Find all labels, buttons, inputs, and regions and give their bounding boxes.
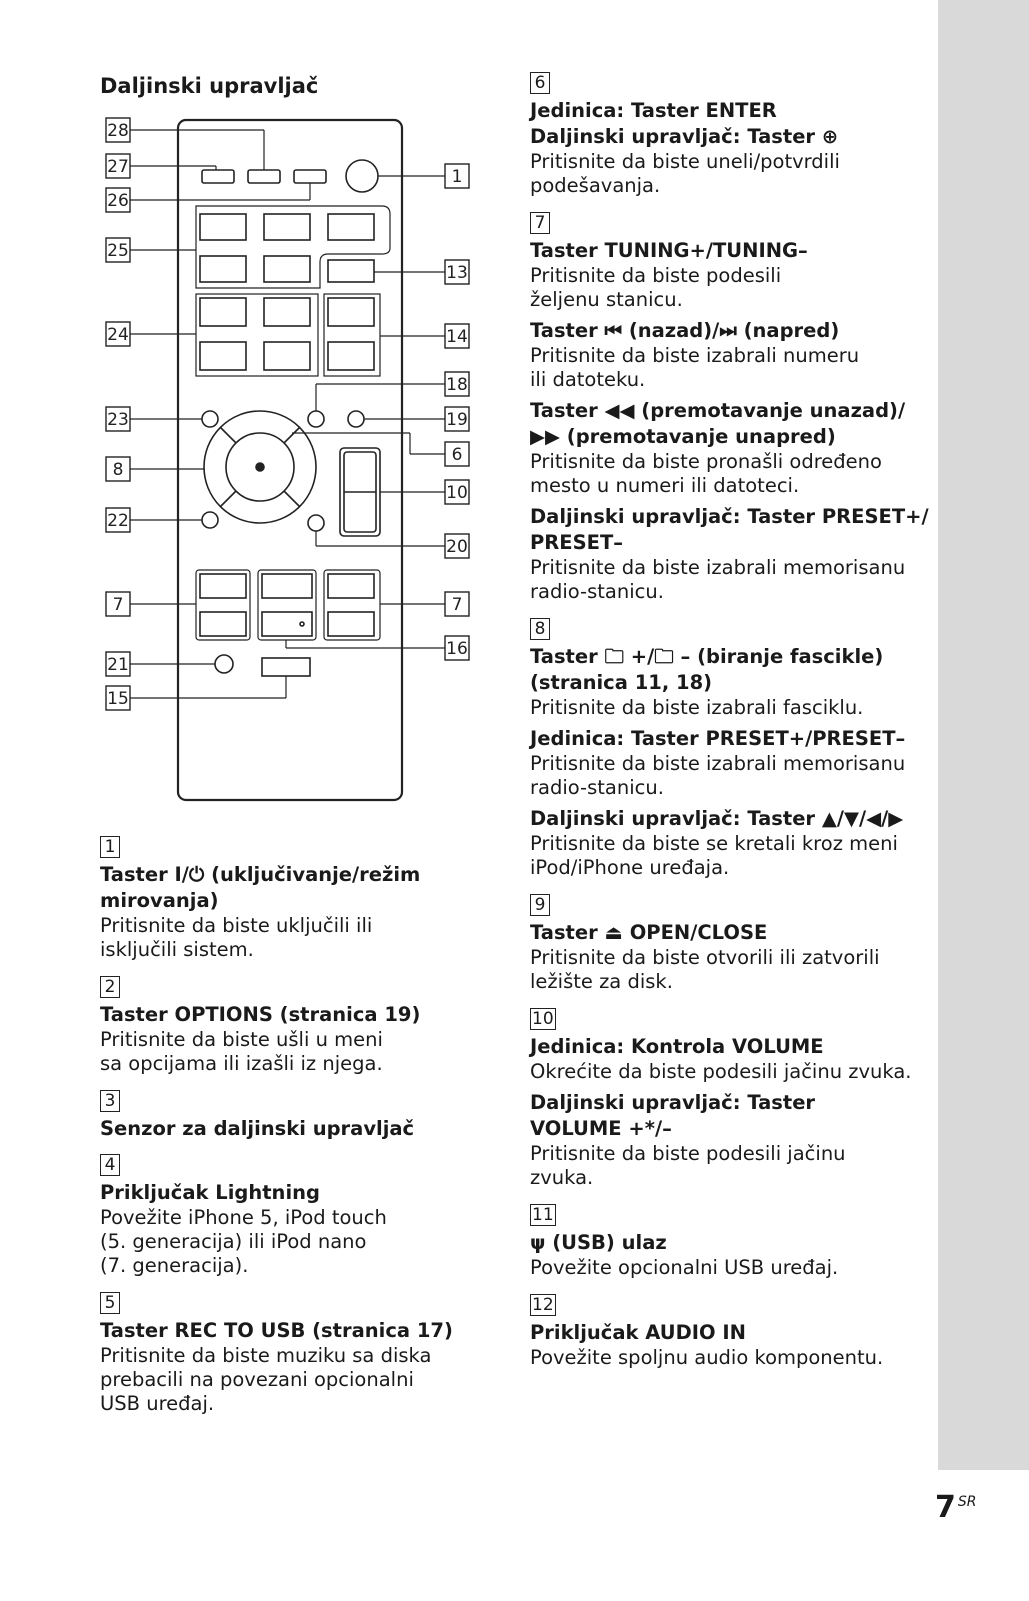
entry-title: Daljinski upravljač: Taster ⊕ xyxy=(530,125,839,148)
callout-26: 26 xyxy=(107,191,129,211)
entry-title: Daljinski upravljač: Taster VOLUME +*/– xyxy=(530,1091,816,1140)
left-entries xyxy=(100,828,460,1422)
entry-number: 3 xyxy=(100,1090,120,1112)
entry-description: Pritisnite da biste izabrali memorisanu radio-stanicu. xyxy=(530,556,906,603)
callout-27: 27 xyxy=(107,157,129,177)
callout-18: 18 xyxy=(446,375,468,395)
callout-21: 21 xyxy=(107,655,129,675)
entry-description: Okrećite da biste podesili jačinu zvuka. xyxy=(530,1060,912,1083)
entry-title: Taster ⏮ (nazad)/⏭ (napred) xyxy=(530,319,840,342)
entry-title: Taster OPTIONS (stranica 19) xyxy=(100,1003,421,1026)
callout-labels xyxy=(106,118,469,710)
callout-24: 24 xyxy=(107,325,129,345)
entry-group xyxy=(530,64,930,198)
callout-16: 16 xyxy=(446,639,468,659)
entry-number: 6 xyxy=(530,72,550,94)
entry-title: Senzor za daljinski upravljač xyxy=(100,1117,415,1140)
page-number-value: 7 xyxy=(935,1490,956,1525)
entry-description: Pritisnite da biste izabrali numeru ili datoteku. xyxy=(530,344,860,391)
entry-item xyxy=(100,1284,460,1416)
entry-group xyxy=(530,886,930,994)
entry-title: Taster REC TO USB (stranica 17) xyxy=(100,1319,453,1342)
entry-title: Taster ⏏ OPEN/CLOSE xyxy=(530,921,768,944)
entry-description: Pritisnite da biste izabrali fasciklu. xyxy=(530,696,864,719)
entry-item xyxy=(100,828,460,962)
entry-description: Pritisnite da biste uključili ili isključili sistem. xyxy=(100,914,373,961)
entry-number: 9 xyxy=(530,894,550,916)
entry-description: Pritisnite da biste ušli u meni sa opcijama ili izašli iz njega. xyxy=(100,1028,383,1075)
left-column xyxy=(100,72,460,100)
entry-item xyxy=(100,1082,460,1146)
entry-description: Pritisnite da biste se kretali kroz meni iPod/iPhone uređaja. xyxy=(530,832,898,879)
entry-group xyxy=(530,1286,930,1370)
side-margin-bar xyxy=(938,0,1029,1470)
entry-number: 12 xyxy=(532,1295,554,1315)
entry-title: Priključak Lightning xyxy=(100,1181,320,1204)
callout-25: 25 xyxy=(107,241,129,261)
callout-1: 1 xyxy=(451,167,463,187)
callout-7-right: 7 xyxy=(451,595,463,615)
entry-number: 11 xyxy=(532,1205,554,1225)
callout-14: 14 xyxy=(446,327,468,347)
entry-group xyxy=(530,1000,930,1190)
entry-description: Povežite spoljnu audio komponentu. xyxy=(530,1346,884,1369)
entry-group xyxy=(530,1196,930,1280)
entry-title: Taster I/⏻ (uključivanje/režim mirovanja) xyxy=(100,863,421,912)
callout-6: 6 xyxy=(451,445,463,465)
entry-title: Jedinica: Taster ENTER xyxy=(530,99,777,122)
page-number xyxy=(935,1490,977,1525)
entry-number: 10 xyxy=(532,1009,554,1029)
remote-control-illustration xyxy=(100,112,500,812)
entry-number: 1 xyxy=(100,836,120,858)
callout-8: 8 xyxy=(112,460,124,480)
entry-description: Pritisnite da biste muziku sa diska prebacili na povezani opcionalni USB uređaj. xyxy=(100,1344,432,1415)
entry-number: 2 xyxy=(100,976,120,998)
entry-title: Taster TUNING+/TUNING– xyxy=(530,239,808,262)
entry-title: Daljinski upravljač: Taster PRESET+/ PRESET– xyxy=(530,505,929,554)
page-suffix: SR xyxy=(957,1494,977,1510)
entry-title: Jedinica: Taster PRESET+/PRESET– xyxy=(530,727,906,750)
entry-number: 4 xyxy=(100,1154,120,1176)
entry-description: Povežite iPhone 5, iPod touch (5. generacija) ili iPod nano (7. generacija). xyxy=(100,1206,387,1277)
entry-group xyxy=(530,204,930,604)
entry-description: Pritisnite da biste otvorili ili zatvorili ležište za disk. xyxy=(530,946,880,993)
callout-15: 15 xyxy=(107,689,129,709)
callout-22: 22 xyxy=(107,511,129,531)
entry-group xyxy=(530,610,930,880)
entry-title: Taster 🗀 +/🗀 – (biranje fascikle) (stranica 11, 18) xyxy=(530,645,884,694)
entry-description: Pritisnite da biste podesili jačinu zvuka. xyxy=(530,1142,846,1189)
callout-23: 23 xyxy=(107,410,129,430)
section-title: Daljinski upravljač xyxy=(100,74,319,98)
entry-description: Pritisnite da biste uneli/potvrdili podešavanja. xyxy=(530,150,840,197)
entry-number: 5 xyxy=(100,1292,120,1314)
entry-title: Taster ◀◀ (premotavanje unazad)/ ▶▶ (premotavanje unapred) xyxy=(530,399,906,448)
entry-description: Pritisnite da biste pronašli određeno mesto u numeri ili datoteci. xyxy=(530,450,882,497)
entry-number: 8 xyxy=(530,618,550,640)
entry-title: ψ (USB) ulaz xyxy=(530,1231,667,1254)
entry-description: Pritisnite da biste izabrali memorisanu radio-stanicu. xyxy=(530,752,906,799)
entry-item xyxy=(100,1146,460,1278)
callout-7-left: 7 xyxy=(112,595,124,615)
entry-title: Priključak AUDIO IN xyxy=(530,1321,746,1344)
entry-description: Pritisnite da biste podesili željenu stanicu. xyxy=(530,264,782,311)
entry-title: Jedinica: Kontrola VOLUME xyxy=(530,1035,824,1058)
entry-number: 7 xyxy=(530,212,550,234)
callout-20: 20 xyxy=(446,537,468,557)
callout-13: 13 xyxy=(446,263,468,283)
entry-title: Daljinski upravljač: Taster ▲/▼/◀/▶ xyxy=(530,807,904,830)
entry-item xyxy=(100,968,460,1076)
callout-10: 10 xyxy=(446,483,468,503)
entry-description: Povežite opcionalni USB uređaj. xyxy=(530,1256,839,1279)
callout-28: 28 xyxy=(107,121,129,141)
callout-19: 19 xyxy=(446,410,468,430)
right-entries xyxy=(530,64,930,1376)
